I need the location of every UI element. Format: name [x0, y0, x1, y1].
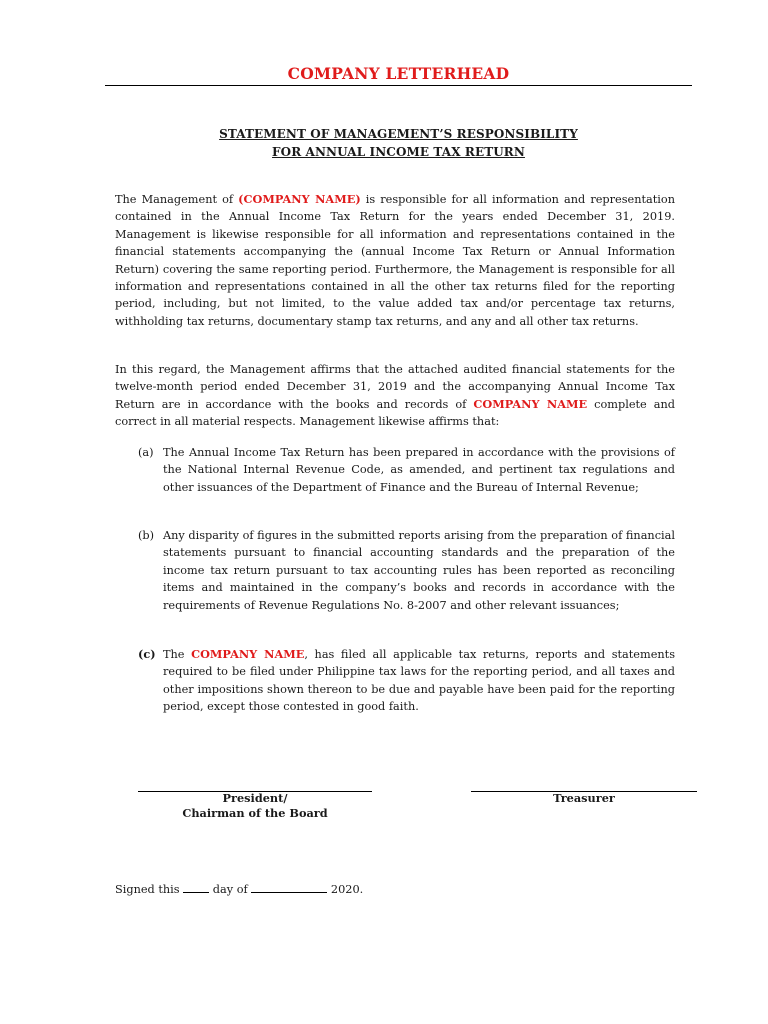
list-item-label: (b) [138, 529, 155, 542]
letterhead-rule [105, 85, 692, 86]
list-item-text: The COMPANY NAME, has filed all applicable tax returns, reports and statements required to be filed under Philippine tax laws for the reporting period, and all taxes and other impositions shown thereon to be due and payable have been paid for the reporting period, except those contested in good faith. [163, 647, 675, 714]
company-name-placeholder: COMPANY NAME [191, 647, 305, 661]
paragraph-affirmation: In this regard, the Management affirms that the attached audited financial statements for the twelve-month period ended December 31, 2019 and the accompanying Annual Income Tax Return are in accordance with the books and records of COMPANY NAME complete and correct in all material respects. Management likewise affirms that: [115, 363, 675, 429]
signature-label-president: President/ [222, 791, 288, 805]
list-item-label: (c) [138, 647, 156, 661]
list-item [138, 527, 675, 614]
list-item-label: (a) [138, 446, 154, 459]
document-title-line2: FOR ANNUAL INCOME TAX RETURN [272, 145, 525, 159]
list-item [138, 444, 675, 496]
signature-label-chairman: Chairman of the Board [182, 806, 328, 820]
list-item-text: Any disparity of figures in the submitted reports arising from the preparation of financial statements pursuant to financial accounting standards and the preparation of the income tax return pursuant to tax accounting rules has been reported as reconciling items and maintained in the company’s books and records in accordance with the requirements of Revenue Regulations No. 8-2007 and other relevant issuances; [163, 529, 675, 612]
list-item [138, 646, 675, 716]
list-item-text: The Annual Income Tax Return has been prepared in accordance with the provisions of the National Internal Revenue Code, as amended, and pertinent tax regulations and other issuances of the Department of Finance and the Bureau of Internal Revenue; [163, 446, 675, 494]
day-blank [183, 882, 209, 893]
company-letterhead: COMPANY LETTERHEAD [287, 64, 510, 83]
company-name-placeholder: COMPANY NAME [473, 396, 588, 411]
signed-date-line: Signed this day of 2020. [115, 883, 364, 896]
signature-label-treasurer: Treasurer [553, 791, 615, 805]
document-title-line1: STATEMENT OF MANAGEMENT’S RESPONSIBILITY [219, 127, 578, 141]
company-name-placeholder: (COMPANY NAME) [238, 192, 361, 206]
paragraph-management-responsibility: The Management of (COMPANY NAME) is responsible for all information and representation contained in the Annual Income Tax Return for the years ended December 31, 2019. Management is likewise responsible for all information and representations contained in the financial statements accompanying the (annual Income Tax Return or Annual Information Return) covering the same reporting period. Furthermore, the Management is responsible for all information and representations contained in all the other tax returns filed for the reporting period, including, but not limited, to the value added tax and/or percentage tax returns, withholding tax returns, documentary stamp tax returns, and any and all other tax returns. [115, 192, 675, 328]
month-blank [251, 882, 327, 893]
